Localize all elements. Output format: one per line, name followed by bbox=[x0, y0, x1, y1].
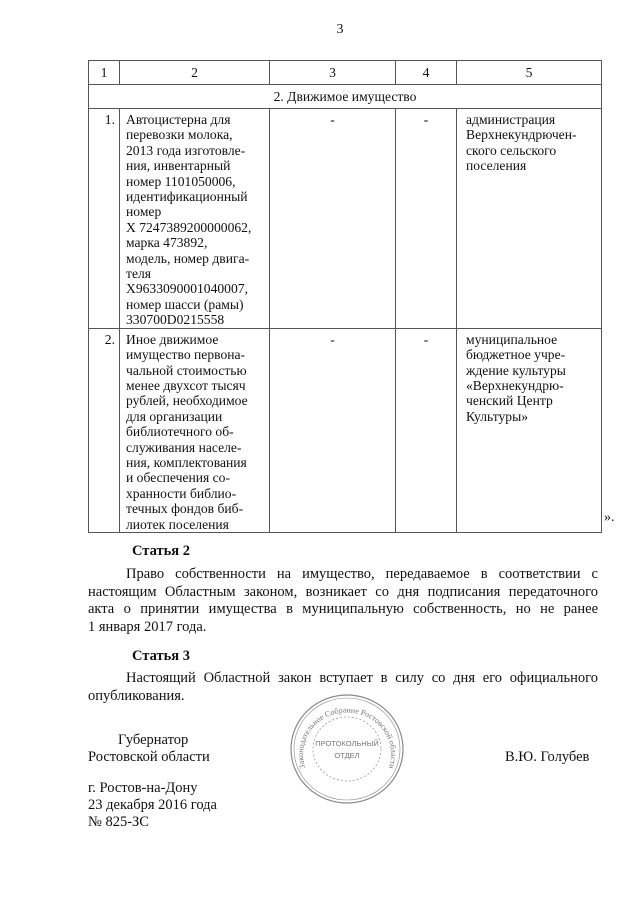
column-4-value: - bbox=[396, 109, 457, 329]
description-line: ния, инвентарный bbox=[126, 158, 231, 174]
description-line: перевозки молока, bbox=[126, 127, 233, 143]
header-cell-1: 1 bbox=[89, 61, 120, 85]
description-line: модель, номер двига- bbox=[126, 250, 250, 266]
description-line: 330700D0215558 bbox=[126, 312, 225, 328]
property-description bbox=[120, 328, 270, 532]
recipient-line: администрация bbox=[466, 112, 556, 127]
description-line: менее двухсот тысяч bbox=[126, 377, 246, 393]
recipient-line: бюджетное учре- bbox=[466, 347, 566, 363]
description-line: и обеспечения со- bbox=[126, 470, 231, 486]
row-number: 1. bbox=[89, 109, 120, 329]
description-line: Х9633090001040007, bbox=[126, 281, 248, 297]
signatory-name: В.Ю. Голубев bbox=[505, 749, 590, 765]
description-line: номер шасси (рамы) bbox=[126, 296, 244, 312]
section-title: 2. Движимое имущество bbox=[89, 85, 602, 109]
description-line: номер 1101050006, bbox=[126, 173, 236, 189]
table-header-row bbox=[89, 61, 602, 85]
recipient bbox=[457, 109, 602, 329]
recipient-line: Верхнекундрючен- bbox=[466, 127, 577, 143]
article-2-heading: Статья 2 bbox=[132, 543, 190, 559]
recipient-line: «Верхнекундрю- bbox=[466, 377, 564, 393]
seal-center-text-2: ОТДЕЛ bbox=[334, 751, 360, 760]
description-line: Автоцистерна для bbox=[126, 112, 231, 127]
paragraph-line: Право собственности на имущество, передаваемое в соответствии с bbox=[126, 566, 598, 582]
description-line: для организации bbox=[126, 408, 223, 424]
seal-center-ring bbox=[313, 717, 381, 781]
recipient-line: ждение культуры bbox=[466, 362, 566, 378]
column-3-value: - bbox=[270, 328, 396, 532]
description-line: имущество первона- bbox=[126, 347, 246, 363]
paragraph-line: 1 января 2017 года. bbox=[88, 618, 207, 635]
description-line: хранности библио- bbox=[126, 485, 237, 501]
description-line: служивания населе- bbox=[126, 439, 242, 455]
signing-city: г. Ростов-на-Дону bbox=[88, 780, 198, 796]
seal-ring-text: Законодательное Собрание Ростовской области bbox=[295, 705, 399, 770]
description-line: Х 7247389200000062, bbox=[126, 219, 252, 235]
recipient-line: Культуры» bbox=[466, 408, 528, 424]
description-line: лиотек поселения bbox=[126, 516, 229, 532]
recipient-line: поселения bbox=[466, 158, 527, 174]
description-line: идентификационный bbox=[126, 189, 248, 205]
signatory-title: Губернатор bbox=[118, 732, 189, 748]
header-cell-3: 3 bbox=[270, 61, 396, 85]
table-row bbox=[89, 328, 602, 532]
recipient-line: ского сельского bbox=[466, 142, 557, 158]
column-3-value: - bbox=[270, 109, 396, 329]
property-table bbox=[88, 60, 602, 533]
article-3-heading: Статья 3 bbox=[132, 648, 190, 664]
section-row bbox=[89, 85, 602, 109]
description-line: библиотечного об- bbox=[126, 424, 234, 440]
table-row bbox=[89, 109, 602, 329]
column-4-value: - bbox=[396, 328, 457, 532]
closing-quote: ». bbox=[604, 510, 615, 525]
signatory-region: Ростовской области bbox=[88, 749, 210, 765]
paragraph-line: опубликования. bbox=[88, 687, 185, 704]
article-2-text bbox=[88, 566, 598, 636]
description-line: ния, комплектования bbox=[126, 454, 247, 470]
recipient bbox=[457, 328, 602, 532]
paragraph-line: Настоящий Областной закон вступает в силу со дня его официального bbox=[126, 670, 598, 686]
description-line: 2013 года изготовле- bbox=[126, 142, 246, 158]
row-number: 2. bbox=[89, 328, 120, 532]
official-seal-stamp bbox=[287, 692, 407, 807]
description-line: марка 473892, bbox=[126, 235, 208, 251]
page-number: 3 bbox=[336, 22, 344, 37]
description-line: Иное движимое bbox=[126, 331, 219, 347]
law-number: № 825-ЗС bbox=[88, 814, 149, 830]
header-cell-5: 5 bbox=[457, 61, 602, 85]
description-line: течных фондов биб- bbox=[126, 501, 244, 517]
property-description bbox=[120, 109, 270, 329]
description-line: номер bbox=[126, 204, 162, 220]
seal-center-text-1: ПРОТОКОЛЬНЫЙ bbox=[315, 739, 379, 748]
paragraph-line: настоящим Областным законом, возникает со дня подписания передаточного bbox=[88, 583, 598, 600]
header-cell-4: 4 bbox=[396, 61, 457, 85]
description-line: рублей, необходимое bbox=[126, 393, 248, 409]
description-line: чальной стоимостью bbox=[126, 362, 247, 378]
recipient-line: муниципальное bbox=[466, 331, 558, 347]
paragraph-line: акта о принятии имущества в муниципальную собственность, но не ранее bbox=[88, 601, 598, 617]
signing-date: 23 декабря 2016 года bbox=[88, 797, 217, 813]
recipient-line: ченский Центр bbox=[466, 393, 553, 409]
header-cell-2: 2 bbox=[120, 61, 270, 85]
description-line: теля bbox=[126, 266, 152, 282]
